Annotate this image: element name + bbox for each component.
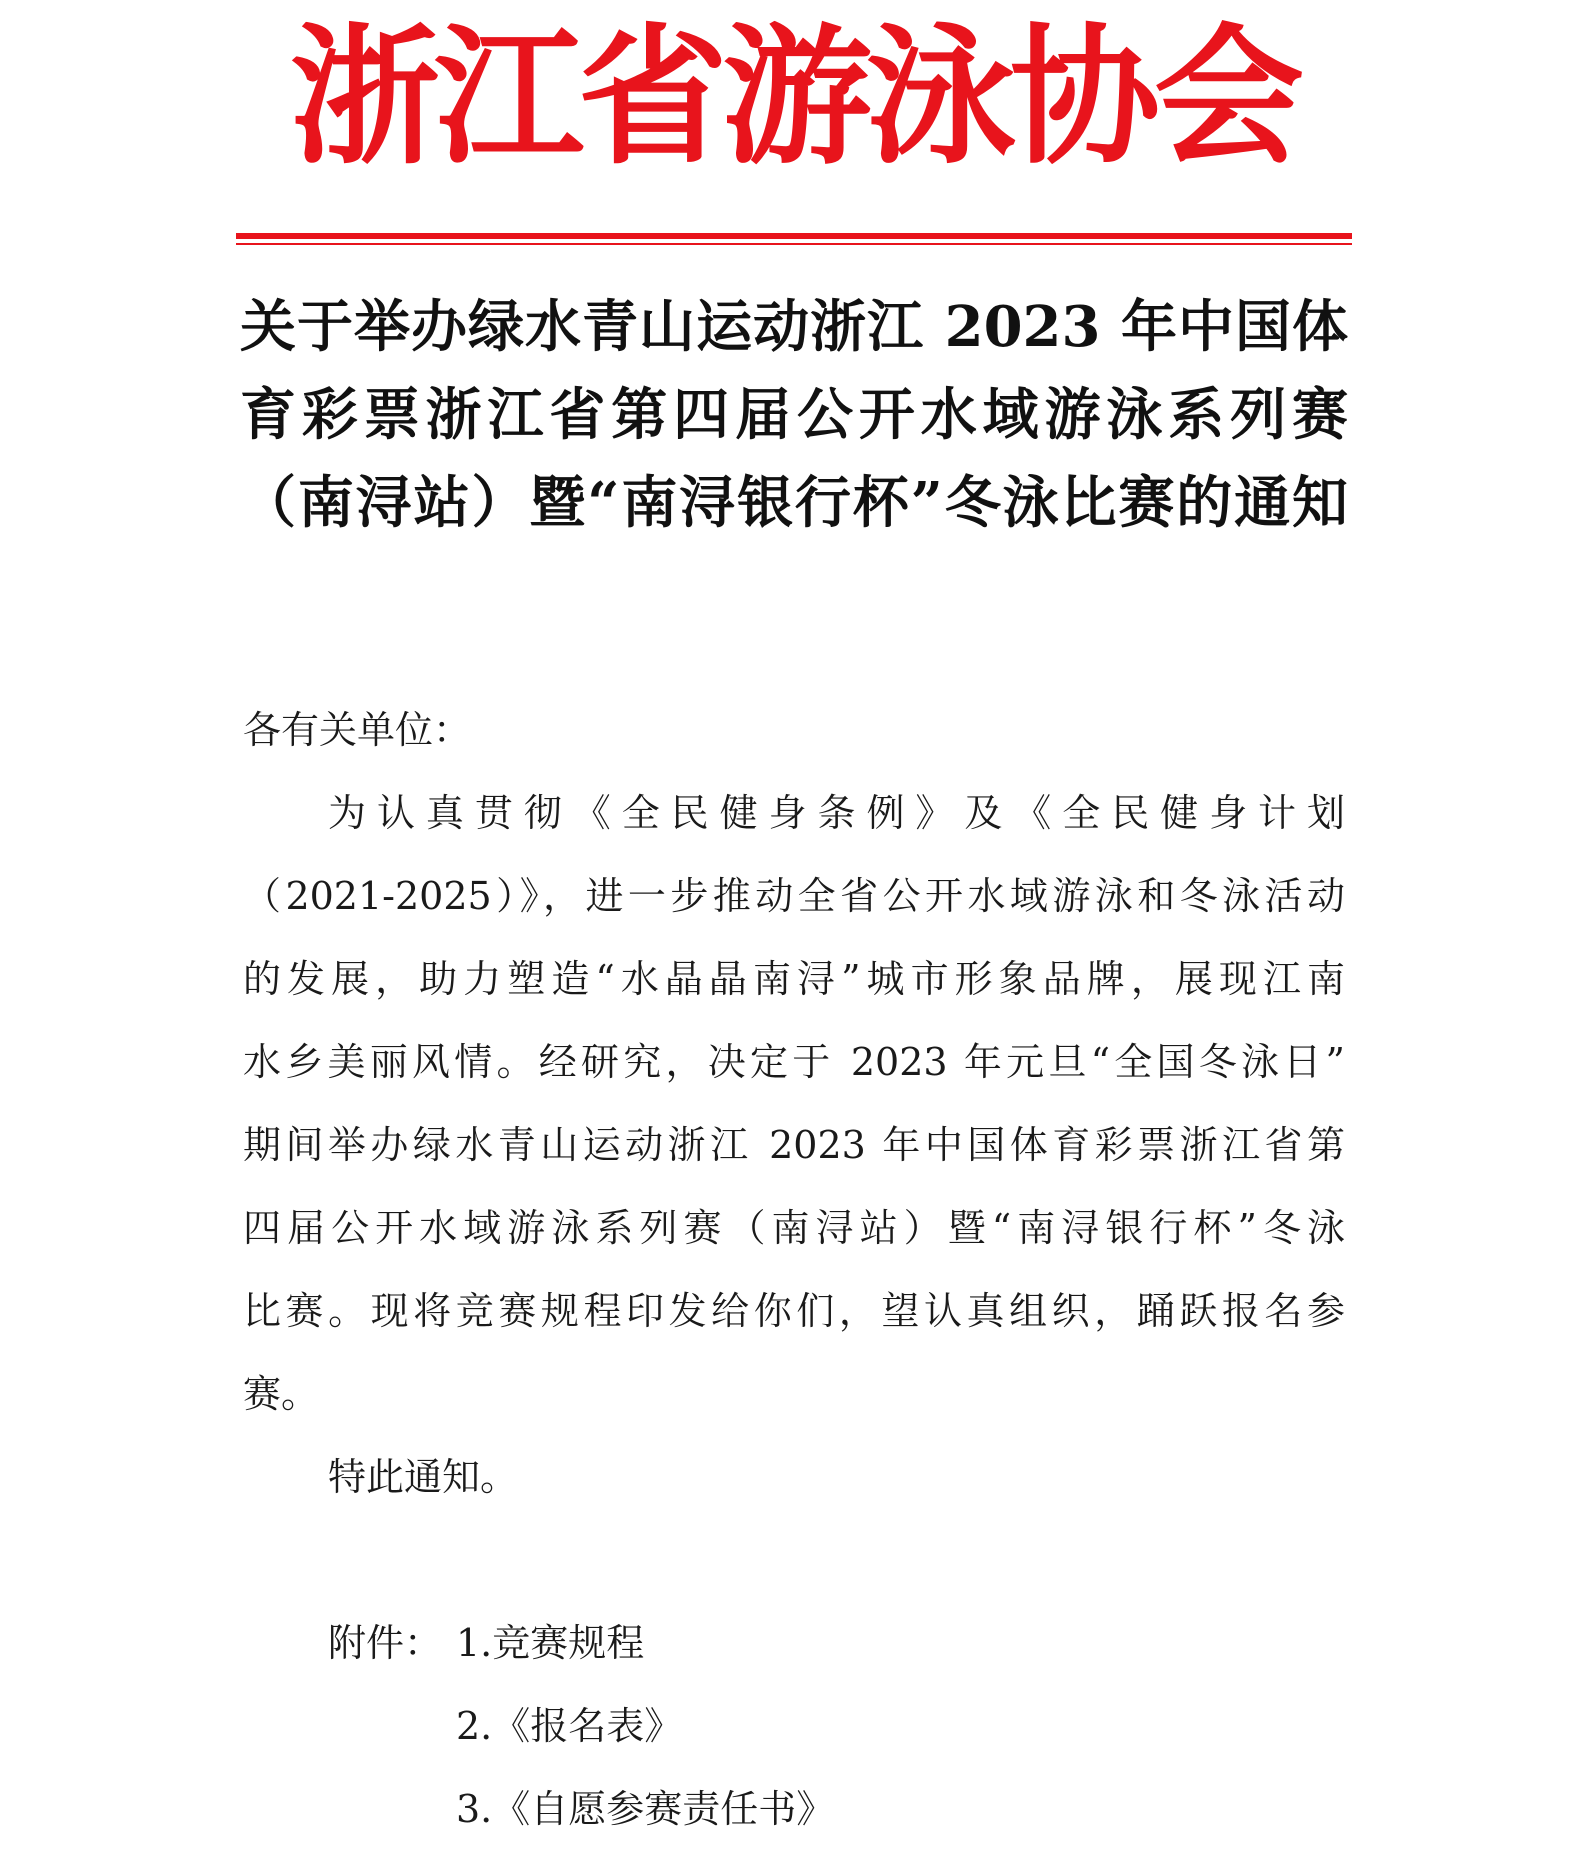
closing-text: 特此通知。	[328, 1455, 519, 1499]
paragraph-line-4: 水乡美丽风情。经研究，决定于 2023 年元旦“全国冬泳日”	[243, 1040, 1345, 1084]
attachment-row-2	[243, 1685, 1345, 1768]
document-title	[240, 283, 1348, 547]
paragraph-line-3: 的发展，助力塑造“水晶晶南浔”城市形象品牌，展现江南	[243, 957, 1345, 1001]
paragraph-line-7: 比赛。现将竞赛规程印发给你们，望认真组织，踊跃报名参	[243, 1289, 1345, 1333]
letterhead-red-rule-thick	[236, 233, 1352, 239]
salutation: 各有关单位：	[243, 708, 472, 752]
attachment-item-1: 1.竞赛规程	[456, 1621, 645, 1665]
letterhead-org-name: 浙江省游泳协会	[289, 9, 1298, 185]
letterhead-red-rule-thin	[236, 243, 1352, 245]
paragraph-line-1: 为认真贯彻《全民健身条例》及《全民健身计划	[328, 791, 1345, 835]
paragraph-line-2: （2021-2025）》，进一步推动全省公开水域游泳和冬泳活动	[243, 874, 1345, 918]
attachment-item-3: 3.《自愿参赛责任书》	[456, 1787, 835, 1831]
paragraph-line-6: 四届公开水域游泳系列赛（南浔站）暨“南浔银行杯”冬泳	[243, 1206, 1345, 1250]
attachment-item-2: 2.《报名表》	[456, 1704, 683, 1748]
attachments-label: 附件：	[328, 1621, 443, 1665]
paragraph-line-8: 赛。	[243, 1372, 320, 1416]
title-line-2: 育彩票浙江省第四届公开水域游泳系列赛	[240, 382, 1348, 448]
attachment-row-1	[243, 1602, 1345, 1685]
paragraph-line-5: 期间举办绿水青山运动浙江 2023 年中国体育彩票浙江省第	[243, 1123, 1345, 1167]
title-line-1: 关于举办绿水青山运动浙江 2023 年中国体	[240, 294, 1348, 360]
document-body	[243, 689, 1345, 1851]
attachment-row-3	[243, 1768, 1345, 1851]
title-line-3: （南浔站）暨“南浔银行杯”冬泳比赛的通知	[240, 470, 1348, 536]
